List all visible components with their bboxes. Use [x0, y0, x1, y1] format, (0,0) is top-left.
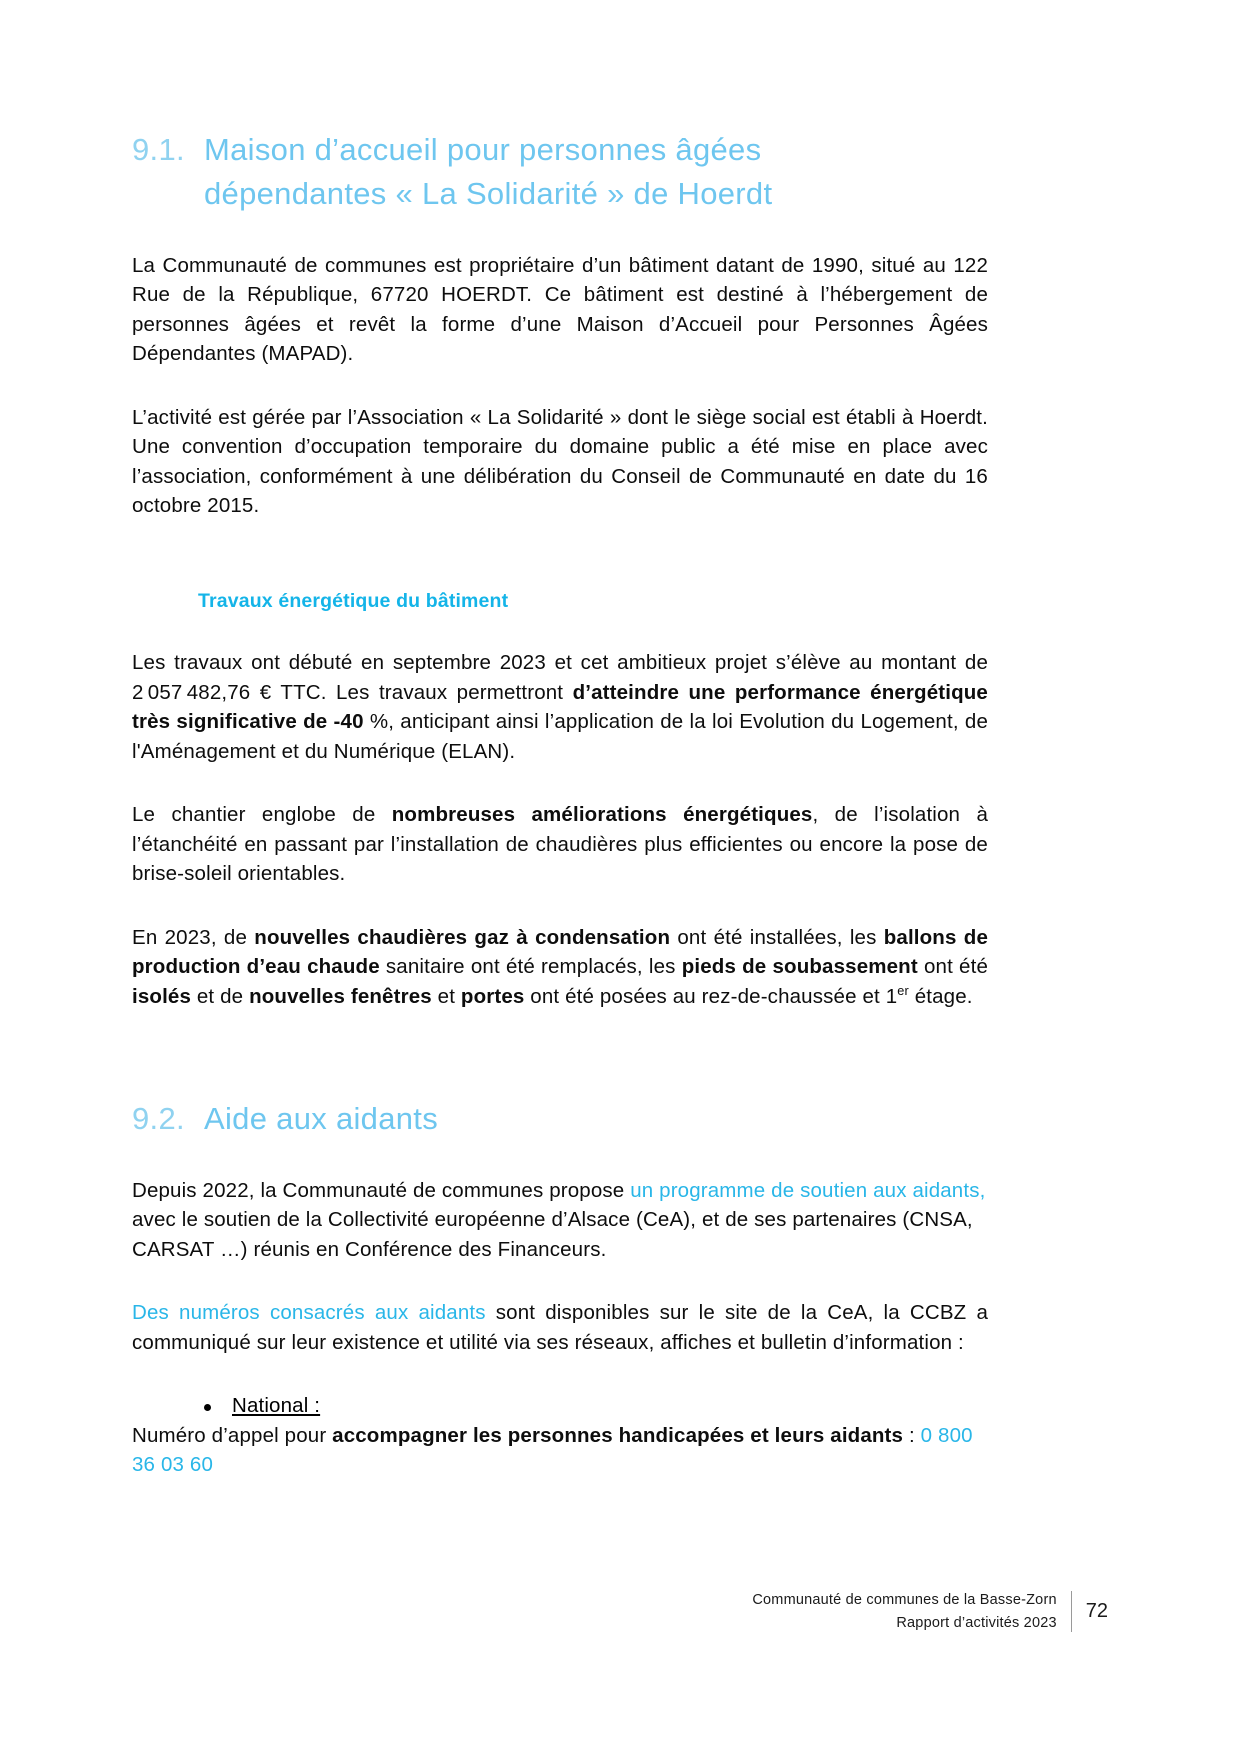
travaux2023-text-f: et: [431, 984, 461, 1008]
chantier-text-a: Le chantier englobe de: [132, 803, 392, 827]
subheading-travaux-energetique: Travaux énergétique du bâtiment: [198, 589, 509, 612]
travaux-text-b: %, anticipant ainsi l’application de la loi Evolution du Logement, de l'Aménagement et du Numérique (ELAN).: [132, 710, 988, 763]
aide-text-a: Depuis 2022, la Communauté de communes propose: [132, 1178, 631, 1202]
spacer: [132, 369, 988, 403]
spacer: [132, 766, 988, 800]
travaux2023-bold-isoles: isolés: [132, 984, 192, 1008]
page-footer: [132, 1589, 1108, 1634]
section-number-9-1: 9.1.: [132, 132, 185, 167]
spacer: [132, 1011, 988, 1063]
travaux2023-text-c: sanitaire ont été remplacés, les: [379, 955, 682, 979]
paragraph-aide-aidants-intro: [132, 1176, 988, 1265]
travaux2023-text-b: ont été installées, les: [670, 925, 884, 949]
spacer: [132, 217, 988, 251]
spacer: [132, 889, 988, 923]
chantier-text-b: , de l’isolation à l’étanchéité en passant par l’installation de chaudières plus efficientes ou encore la pose de brise-soleil orientables.: [132, 803, 988, 886]
spacer: [132, 1142, 988, 1176]
travaux2023-text-d: ont été: [917, 955, 989, 979]
spacer: [132, 1357, 988, 1391]
spacer: [132, 614, 988, 648]
section-heading-9-2: [132, 1097, 988, 1141]
numero-text-b: :: [903, 1423, 921, 1447]
paragraph-association-management: L’activité est gérée par l’Association « La Solidarité » dont le siège social est établi à Hoerdt. Une convention d’occupation temporaire du domaine public a été mise en place avec l’association, conformément à une délibération du Conseil de Communauté en date du 16 octobre 2015.: [132, 405, 988, 518]
section-number-9-2: 9.2.: [132, 1101, 185, 1137]
numero-bold-accompagner: accompagner les personnes handicapées et leurs aidants: [332, 1423, 904, 1447]
paragraph-numeros-consacres: [132, 1298, 988, 1357]
spacer: [132, 521, 988, 589]
paragraph-building-description: La Communauté de communes est propriétaire d’un bâtiment datant de 1990, situé au 122 Rue de la République, 67720 HOERDT. Ce bâtiment est destiné à l’hébergement de personnes âgées et revêt la forme d’une Maison d’Accueil pour Personnes Âgées Dépendantes (MAPAD).: [132, 253, 988, 366]
paragraph-chantier-ameliorations: [132, 800, 988, 889]
travaux-text-a: Les travaux ont débuté en septembre 2023 et cet ambitieux projet s’élève au montant de 2 057 482,76 € TTC. Les travaux permettront: [132, 651, 988, 704]
numeros-text-b: sont disponibles sur le site de la CeA, la CCBZ a communiqué sur leur existence et utilité via ses réseaux, affiches et bulletin d’information :: [132, 1301, 989, 1354]
travaux-bold-performance: d’atteindre une performance énergétique très significative de -40: [132, 680, 988, 734]
aide-text-b: avec le soutien de la Collectivité européenne d’Alsace (CeA), et de ses partenaires (CNSA, CARSAT …) réunis en Conférence des Financeurs.: [132, 1208, 973, 1261]
paragraph-numero-national: [132, 1421, 988, 1480]
travaux2023-bold-fenetres: nouvelles fenêtres: [249, 984, 432, 1008]
paragraph-travaux-2023: [132, 923, 988, 1012]
section-title-9-1-line1: Maison d’accueil pour personnes âgées: [204, 132, 762, 167]
bullet-label-national: National :: [232, 1394, 321, 1418]
travaux2023-ordinal-suffix: er: [897, 982, 909, 998]
page-content: [132, 128, 988, 1480]
travaux2023-bold-chaudieres: nouvelles chaudières gaz à condensation: [254, 925, 671, 949]
section-heading-9-1: [132, 128, 988, 217]
travaux2023-text-a: En 2023, de: [132, 925, 255, 949]
spacer: [132, 1063, 988, 1097]
travaux2023-text-g: ont été posées au rez-de-chaussée et 1: [524, 984, 898, 1008]
page-number: 72: [1085, 1600, 1108, 1623]
footer-text: [752, 1589, 1070, 1634]
list-item: [196, 1391, 988, 1421]
travaux2023-text-e: et de: [191, 984, 250, 1008]
section-title-9-1-line2: dépendantes « La Solidarité » de Hoerdt: [204, 176, 773, 212]
travaux2023-text-h: étage.: [908, 984, 973, 1008]
section-title-9-1: [204, 128, 988, 217]
bullet-list-numeros: [132, 1391, 988, 1421]
aide-link-numeros-consacres[interactable]: Des numéros consacrés aux aidants: [132, 1301, 486, 1325]
footer-line-organization: Communauté de communes de la Basse-Zorn: [752, 1592, 1057, 1609]
travaux2023-bold-portes: portes: [460, 984, 525, 1008]
paragraph-travaux-montant: [132, 648, 988, 766]
spacer: [132, 1264, 988, 1298]
phone-number-national[interactable]: 0 800 36 03 60: [132, 1423, 973, 1477]
aide-link-programme-soutien[interactable]: un programme de soutien aux aidants,: [630, 1178, 986, 1202]
travaux2023-bold-pieds: pieds de soubassement: [681, 955, 918, 979]
chantier-bold-ameliorations: nombreuses améliorations énergétiques: [391, 803, 813, 827]
footer-line-report: Rapport d’activités 2023: [896, 1614, 1057, 1631]
travaux2023-bold-ballons: ballons de production d’eau chaude: [132, 925, 988, 979]
section-title-9-2: Aide aux aidants: [204, 1101, 439, 1137]
numero-text-a: Numéro d’appel pour: [132, 1423, 333, 1447]
